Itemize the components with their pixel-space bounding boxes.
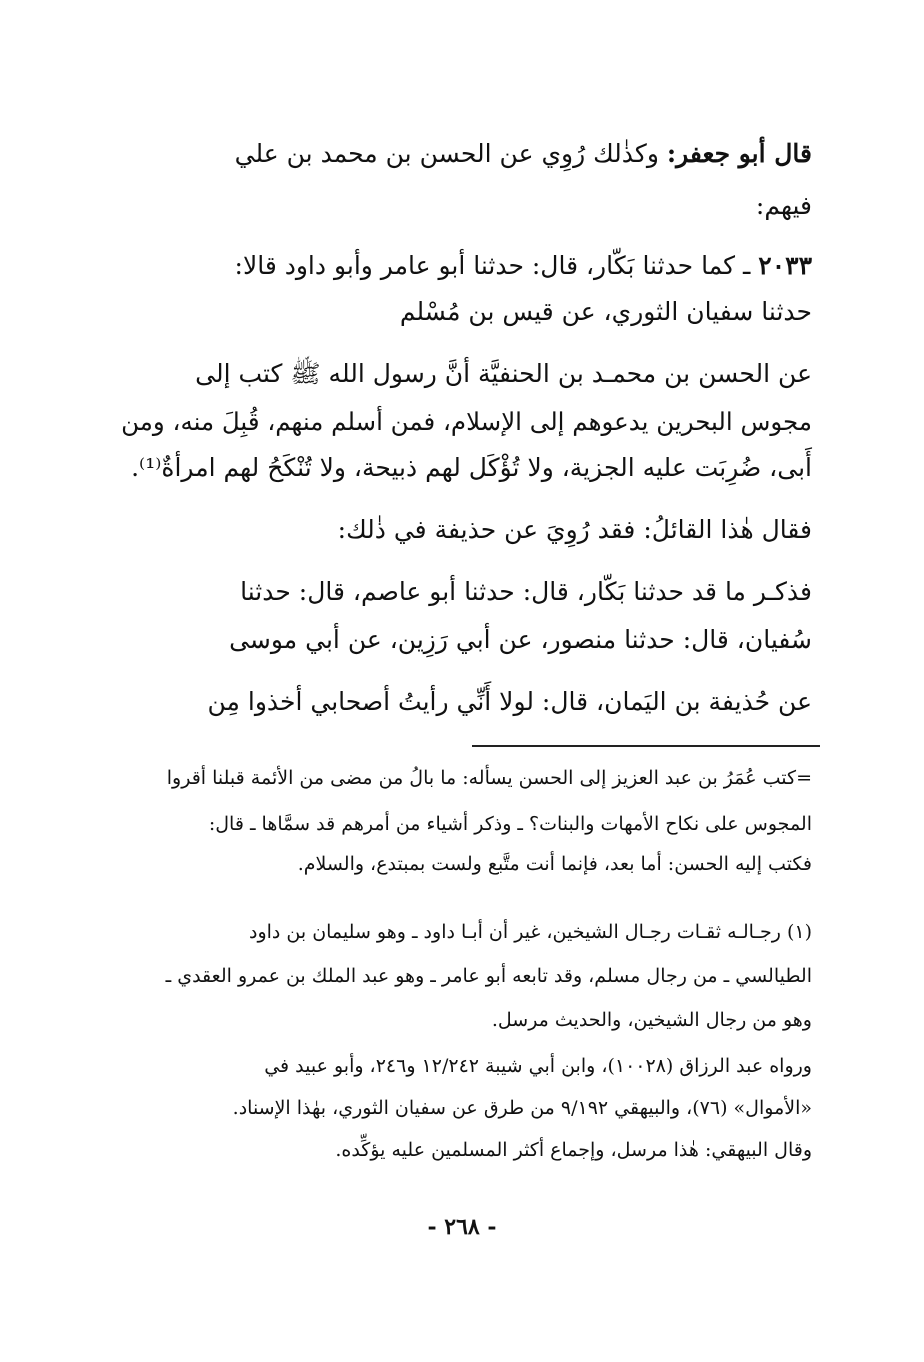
footnote-1-line1: (١) رجـالـه ثقـات رجـال الشيخين، غير أن أبـا داود ـ وهو سليمان بن داود xyxy=(248,921,812,943)
hudhayfa-report-line1: فذكـر ما قد حدثنا بَكّار، قال: حدثنا أبو عاصم، قال: حدثنا xyxy=(240,577,812,606)
paragraph-abu-jafar-line2: فيهم: xyxy=(755,191,812,220)
hudhayfa-report-line3: عن حُذيفة بن اليَمان، قال: لولا أَنِّي رأيتُ أصحابي أخذوا مِن xyxy=(207,687,812,716)
footnote-1-line4: ورواه عبد الرزاق (١٠٠٢٨)، وابن أبي شيبة ١٢/٢٤٢ و٢٤٦، وأبو عبيد في xyxy=(264,1055,812,1077)
footnote-1-line5: «الأموال» (٧٦)، والبيهقي ٩/١٩٢ من طرق عن سفيان الثوري، بهٰذا الإسناد. xyxy=(232,1097,812,1119)
text-span: وكذٰلك رُوِي عن الحسن بن محمد بن علي xyxy=(234,139,659,168)
footnote-continuation-line2: المجوس على نكاح الأمهات والبنات؟ ـ وذكر أشياء من أمرهم قد سمَّاها ـ قال: xyxy=(208,813,812,835)
footnote-continuation-line3: فكتب إليه الحسن: أما بعد، فإنما أنت متَّبع ولست بمبتدع، والسلام. xyxy=(297,853,812,875)
page-number: - ٢٦٨ - xyxy=(427,1214,497,1240)
hadith-text-line2: مجوس البحرين يدعوهم إلى الإسلام، فمن أسلم منهم، قُبِلَ منه، ومن xyxy=(121,407,812,436)
hadith-text-line1: عن الحسن بن محمـد بن الحنفيَّة أنَّ رسول الله ﷺ كتب إلى xyxy=(195,359,812,388)
footnote-1-line2: الطيالسي ـ من رجال مسلم، وقد تابعه أبو عامر ـ وهو عبد الملك بن عمرو العقدي ـ xyxy=(165,965,812,987)
hudhayfa-report-line2: سُفيان، قال: حدثنا منصور، عن أبي رَزِين، عن أبي موسى xyxy=(229,625,812,654)
hadith-text-line3: أَبى، ضُرِبَت عليه الجزية، ولا تُؤْكَل لهم ذبيحة، ولا تُنْكَحُ لهم امرأةٌ⁽¹⁾. xyxy=(131,453,812,482)
hadith-2033-line1 xyxy=(112,240,812,292)
argument-line: فقال هٰذا القائلُ: فقد رُوِيَ عن حذيفة في ذٰلك: xyxy=(337,515,812,544)
footnote-separator xyxy=(472,745,820,747)
speaker-label: قال أبو جعفر: xyxy=(666,139,812,168)
hadith-number: ٢٠٣٣ xyxy=(758,251,812,280)
footnote-1-line6: وقال البيهقي: هٰذا مرسل، وإجماع أكثر المسلمين عليه يؤكِّده. xyxy=(335,1139,812,1161)
paragraph-abu-jafar-line1 xyxy=(112,128,812,180)
hadith-2033-line2: حدثنا سفيان الثوري، عن قيس بن مُسْلم xyxy=(399,297,812,326)
footnote-continuation-line1: =كتب عُمَرُ بن عبد العزيز إلى الحسن يسأله: ما بالُ من مضى من الأئمة قبلنا أقروا xyxy=(166,767,812,789)
text-span: ـ كما حدثنا بَكّار، قال: حدثنا أبو عامر وأبو داود قالا: xyxy=(234,251,751,280)
footnote-1-line3: وهو من رجال الشيخين، والحديث مرسل. xyxy=(491,1009,812,1031)
